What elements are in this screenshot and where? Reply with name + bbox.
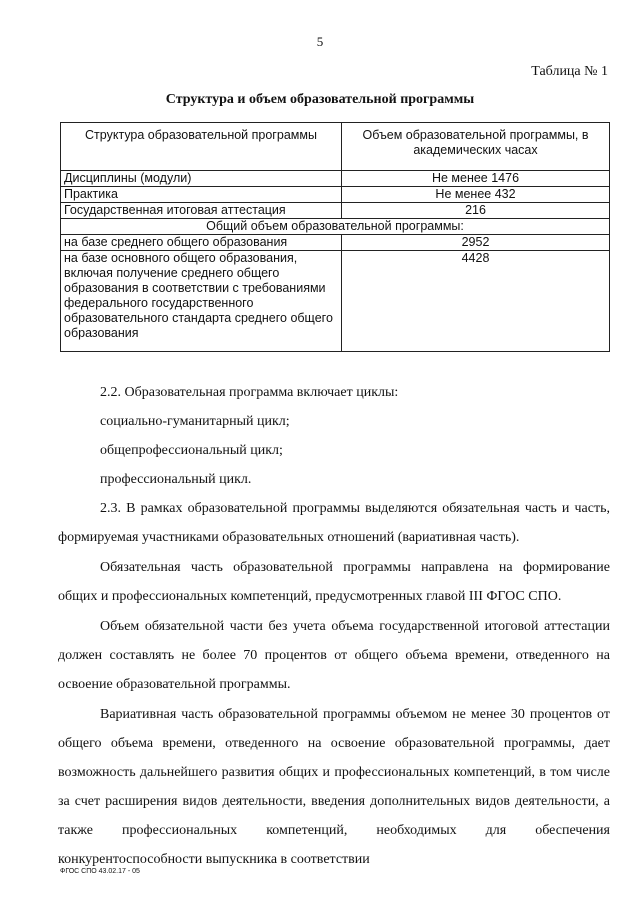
table-row	[61, 251, 610, 352]
program-structure-table	[60, 122, 610, 352]
row-name: Практика	[61, 187, 342, 203]
footer-code: ФГОС СПО 43.02.17 - 05	[60, 868, 140, 875]
total-label: Общий объем образовательной программы:	[61, 219, 610, 235]
table-header-row	[61, 123, 610, 171]
row-value: Не менее 432	[342, 187, 610, 203]
paragraph: Вариативная часть образовательной программы объемом не менее 30 процентов от общего объема времени, отведенного на освоение образовательной программы, дает возможность дальнейшего развития общих и профессиональных компетенций, в том числе за счет расширения видов деятельности, введения дополнительных видов деятельности, а также профессиональных компетенций, необходимых для обеспечения конкурентоспособности выпускника в соответствии	[58, 707, 610, 867]
table-total-row	[61, 219, 610, 235]
paragraph: 2.2. Образовательная программа включает циклы:	[100, 385, 399, 400]
body-text	[58, 378, 610, 874]
paragraph: Обязательная часть образовательной программы направлена на формирование общих и профессиональных компетенций, предусмотренных главой III ФГОС СПО.	[58, 560, 610, 604]
table-row	[61, 187, 610, 203]
list-item: общепрофессиональный цикл;	[100, 443, 283, 458]
table-header-structure: Структура образовательной программы	[61, 123, 342, 171]
list-item: социально-гуманитарный цикл;	[100, 414, 290, 429]
row-name: на базе среднего общего образования	[61, 235, 342, 251]
table-row	[61, 171, 610, 187]
paragraph: Объем обязательной части без учета объема государственной итоговой аттестации должен составлять не более 70 процентов от общего объема времени, отведенного на освоение образовательной программы.	[58, 619, 610, 692]
row-value: 4428	[342, 251, 610, 352]
list-item: профессиональный цикл.	[100, 472, 252, 487]
row-name: на базе основного общего образования, включая получение среднего общего образования в соответствии с требованиями федерального государственного образовательного стандарта среднего общего образования	[61, 251, 342, 352]
table-row	[61, 203, 610, 219]
paragraph: 2.3. В рамках образовательной программы выделяются обязательная часть и часть, формируемая участниками образовательных отношений (вариативная часть).	[58, 501, 610, 545]
row-name: Государственная итоговая аттестация	[61, 203, 342, 219]
table-row	[61, 235, 610, 251]
row-value: 216	[342, 203, 610, 219]
table-label: Таблица № 1	[531, 64, 608, 79]
row-value: Не менее 1476	[342, 171, 610, 187]
row-value: 2952	[342, 235, 610, 251]
table-header-volume: Объем образовательной программы, в академических часах	[342, 123, 610, 171]
page-title: Структура и объем образовательной программы	[165, 92, 475, 107]
row-name: Дисциплины (модули)	[61, 171, 342, 187]
page-number: 5	[316, 34, 324, 49]
